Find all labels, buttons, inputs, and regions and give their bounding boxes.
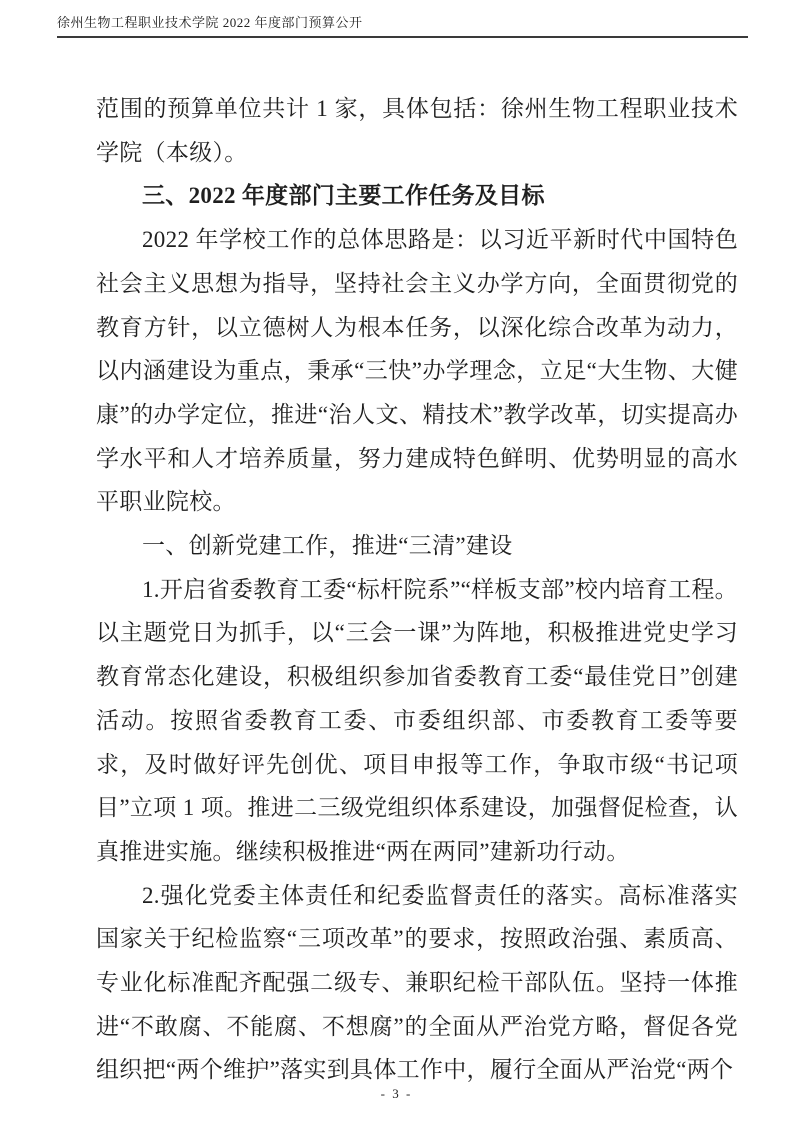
document-body <box>96 87 738 1092</box>
paragraph-overall-approach: 2022 年学校工作的总体思路是：以习近平新时代中国特色社会主义思想为指导，坚持社会主义办学方向，全面贯彻党的教育方针，以立德树人为根本任务，以深化综合改革为动力，以内涵建设为重点，秉承“三快”办学理念，立足“大生物、大健康”的办学定位，推进“治人文、精技术”教学改革，切实提高办学水平和人才培养质量，努力建成特色鲜明、优势明显的高水平职业院校。 <box>96 227 738 515</box>
header-title: 徐州生物工程职业技术学院 2022 年度部门预算公开 <box>57 15 363 30</box>
paragraph-budget-scope-continuation: 范围的预算单位共计 1 家，具体包括：徐州生物工程职业技术学院（本级）。 <box>96 96 738 165</box>
header-divider <box>57 36 748 38</box>
page-footer <box>0 1086 793 1102</box>
section-heading-work-tasks: 三、2022 年度部门主要工作任务及目标 <box>142 183 545 209</box>
page-number: - 3 - <box>380 1086 413 1101</box>
paragraph-item-1: 1.开启省委教育工委“标杆院系”“样板支部”校内培育工程。以主题党日为抓手，以“三会一课”为阵地，积极推进党史学习教育常态化建设，积极组织参加省委教育工委“最佳党日”创建活动。按照省委教育工委、市委组织部、市委教育工委等要求，及时做好评先创优、项目申报等工作，争取市级“书记项目”立项 1 项。推进二三级党组织体系建设，加强督促检查，认真推进实施。继续积极推进“两在两同”建新功行动。 <box>96 576 738 864</box>
paragraph-item-2: 2.强化党委主体责任和纪委监督责任的落实。高标准落实国家关于纪检监察“三项改革”的要求，按照政治强、素质高、专业化标准配齐配强二级专、兼职纪检干部队伍。坚持一体推进“不敢腐、不能腐、不想腐”的全面从严治党方略，督促各党组织把“两个维护”落实到具体工作中，履行全面从严治党“两个 <box>96 882 738 1083</box>
page-header <box>57 12 748 38</box>
subsection-heading-party-building: 一、创新党建工作，推进“三清”建设 <box>142 533 513 559</box>
